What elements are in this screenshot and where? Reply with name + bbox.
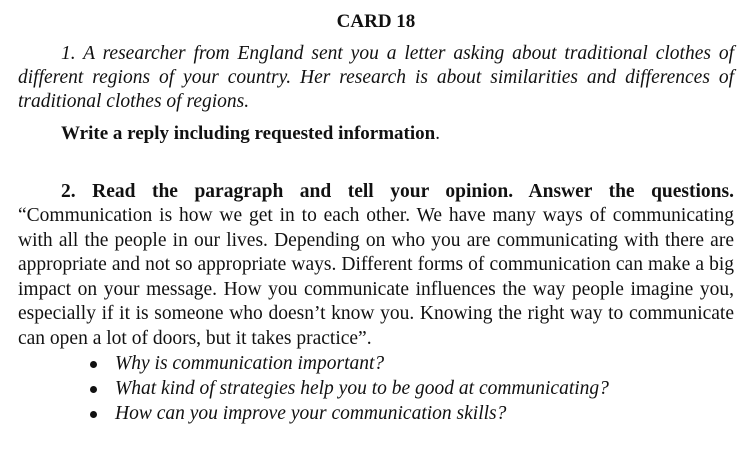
question-text: How can you improve your communication skills? (115, 403, 507, 424)
task-1-text: 1. A researcher from England sent you a letter asking about traditional clothes of different regions of your country. Her research is about similarities and differences of traditional clothes of regions. (18, 43, 734, 112)
task-1-instruction-bold: Write a reply including requested information (61, 123, 436, 144)
bullet-icon (90, 411, 97, 418)
card-title: CARD 18 (336, 11, 416, 32)
task-1-instruction (18, 122, 734, 146)
task-2-quote: “Communication is how we get in to each other. We have many ways of communicating with all the people in our lives. Depending on who you are communicating with there are appropriate and not so appropriate ways. Different forms of communication can make a big impact on your message. How you communicate influences the way people imagine you, especially if it is someone who doesn’t know you. Knowing the right way to communicate can open a lot of doors, but it takes practice”. (18, 205, 734, 349)
bullet-icon (90, 361, 97, 368)
question-item (88, 401, 734, 426)
card-page (18, 10, 734, 426)
question-list (18, 351, 734, 426)
question-text: What kind of strategies help you to be good at communicating? (115, 378, 609, 399)
question-item (88, 351, 734, 376)
question-text: Why is communication important? (115, 353, 385, 374)
task-1-instruction-period: . (435, 123, 440, 144)
task-2-heading: 2. Read the paragraph and tell your opinion. Answer the questions. (61, 181, 734, 202)
question-item (88, 376, 734, 401)
bullet-icon (90, 386, 97, 393)
